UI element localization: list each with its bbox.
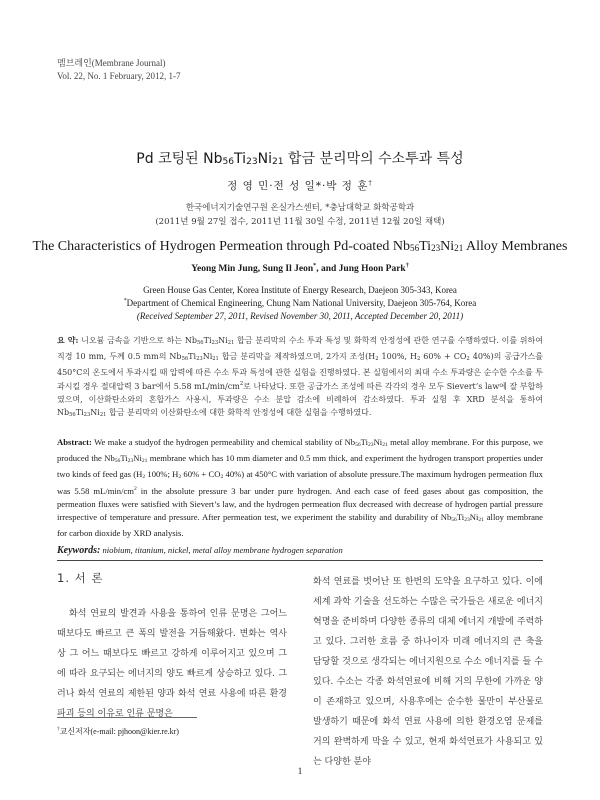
korean-abstract: 요 약: 니오븀 금속을 기반으로 하는 $Nb_{56}Ti_{23}Ni_{21}$ 합금 분리막의 수소 투과 특성 및 화학적 안정성에 관한 연구를 수행하였다. 이를 위하여 직경 10 mm, 두께 0.5 mm의 $Nb_{56}Ti_{23}Ni_{21}$ 합금 분리막을 제작하였으며, 2가지 조성($H_2$ 100%, $H_2$ $60\% + CO_2$ 40%)의 공급가스를 450°C의 온도에서 투과시킬 때 압력에 따른 수소 투과 특성에 관한 실험을 진행하였다. 본 실험에서의 최대 수소 투과량은 순수한 수소를 투과시킬 경우 절대압력 3 bar에서 5.58 $mL/\min/cm^2$로 나타났다. 또한 공급가스 조성에 따른 각각의 경우 모두 Sievert’s law에 잘 부합하였으며, 이산화탄소와의 혼합가스 사용시, 투과량은 수소 분압 감소에 비례하여 감소하였다. 투과 실험 후 XRD 분석을 통하여 $Nb_{56}Ti_{23}Ni_{21}$ 합금 분리막의 이산화탄소에 대한 화학적 안정성에 대한 실험을 수행하였다.	[57, 335, 544, 419]
section-divider	[57, 560, 543, 561]
left-column	[57, 568, 287, 724]
korean-dates: (2011년 9월 27일 접수, 2011년 11월 30일 수정, 2011년 12월 20일 채택)	[155, 217, 445, 227]
korean-affiliation: 한국에너지기술연구원 온실가스센터, *충남대학교 화학공학과 (2011년 9월 27일 접수, 2011년 11월 30일 수정, 2011년 12월 20일 채택)	[0, 201, 600, 229]
section-heading: 1. 서 론	[57, 571, 104, 585]
korean-title: Pd 코팅된 $Nb_{56}Ti_{23}Ni_{21}$ 합금 분리막의 수소투과 특성	[136, 151, 464, 167]
journal-header	[57, 57, 181, 83]
english-affiliation: Green House Gas Center, Korea Institute of Energy Research, Daejeon 305-343, Korea *Department of Chemical Engineering, Chung Nam National University, Daejeon 305-764, Korea (Received September 27, 2011, Revised November 30, 2011, Accepted December 20, 2011)	[0, 284, 600, 323]
right-column	[313, 572, 543, 772]
journal-issue: Vol. 22, No. 1 February, 2012, 1-7	[57, 71, 181, 81]
footnote: †교신저자(e-mail: pjhoon@kier.re.kr)	[57, 726, 179, 736]
received-dates: (Received September 27, 2011, Revised November 30, 2011, Accepted December 20, 2011)	[136, 311, 464, 321]
body-paragraph-right: 화석 연료를 벗어난 또 한번의 도약을 요구하고 있다. 이에 세계 과학 기술을 선도하는 수많은 국가들은 새로운 에너지 혁명을 준비하며 다양한 종류의 대체 에너지 개발에 주력하고 있다. 그러한 흐름 중 하나이자 미래 에너지의 큰 축을 담당할 것으로 생각되는 에너지원으로 수소 에너지를 들 수 있다. 수소는 각종 화석연료에 비해 거의 무한에 가까운 양이 존재하고 있으며, 사용후에는 순수한 물만이 부산물로 발생하기 때문에 화석 연료 사용에 의한 환경오염 문제를 거의 완벽하게 막을 수 있고, 현재 화석연료가 사용되고 있는 다양한 분야	[313, 577, 543, 767]
english-abstract: Abstract: We make a studyof the hydrogen permeability and chemical stability of $Nb_{56}Ti_{23}Ni_{21}$ metal alloy membrane. For this purpose, we produced the $Nb_{56}Ti_{23}Ni_{21}$ membrane which has 10 mm diameter and 0.5 mm thick, and experiment the hydrogen transport properties under two kinds of feed gas ($H_2$ 100%; $H_2$ $60\% + CO_2$ 40%) at 450°C with variation of absolute pressure.The maximum hydrogen permeation flux was 5.58 $mL/\min/cm^2$ in the absolute pressure 3 bar under pure hydrogen. And each case of feed gases about gas composition, the permeation fluxes were satisfied with Sievert’s law, and the hydrogen permeation flux decreased with decrease of hydrogen partial pressure irrespective of temperature and pressure. After permeation test, we experiment the stability and durability of $Nb_{56}Ti_{23}Ni_{21}$ alloy membrane for carbon dioxide by XRD analysis.	[57, 437, 543, 539]
english-title: The Characteristics of Hydrogen Permeation through Pd-coated $Nb_{56}Ti_{23}Ni_{21}$ Alloy Membranes	[32, 239, 568, 254]
footnote-divider	[57, 717, 197, 718]
keywords: Keywords: niobium, titanium, nickel, metal alloy membrane hydrogen separation	[57, 545, 343, 556]
english-authors: Yeong Min Jung, Sung Il Jeon*, and Jung Hoon Park†	[191, 263, 409, 274]
body-paragraph-left: 화석 연료의 발견과 사용을 통하여 인류 문명은 그어느 때보다도 빠르고 큰 폭의 발전을 거듭해왔다. 변화는 역사상 그 어느 때보다도 빠르고 강하게 이루어지고 있으며 그에 따라 요구되는 에너지의 양도 빠르게 상승하고 있다. 그러나 화석 연료의 제한된 양과 화석 연료 사용에 따른 환경 파괴 등의 이유로 인류 문명은	[57, 609, 287, 719]
korean-authors: 정 영 민·전 성 일*·박 정 훈†	[227, 179, 373, 192]
journal-name: 멤브레인(Membrane Journal)	[57, 58, 166, 68]
page-number: 1	[297, 766, 303, 776]
